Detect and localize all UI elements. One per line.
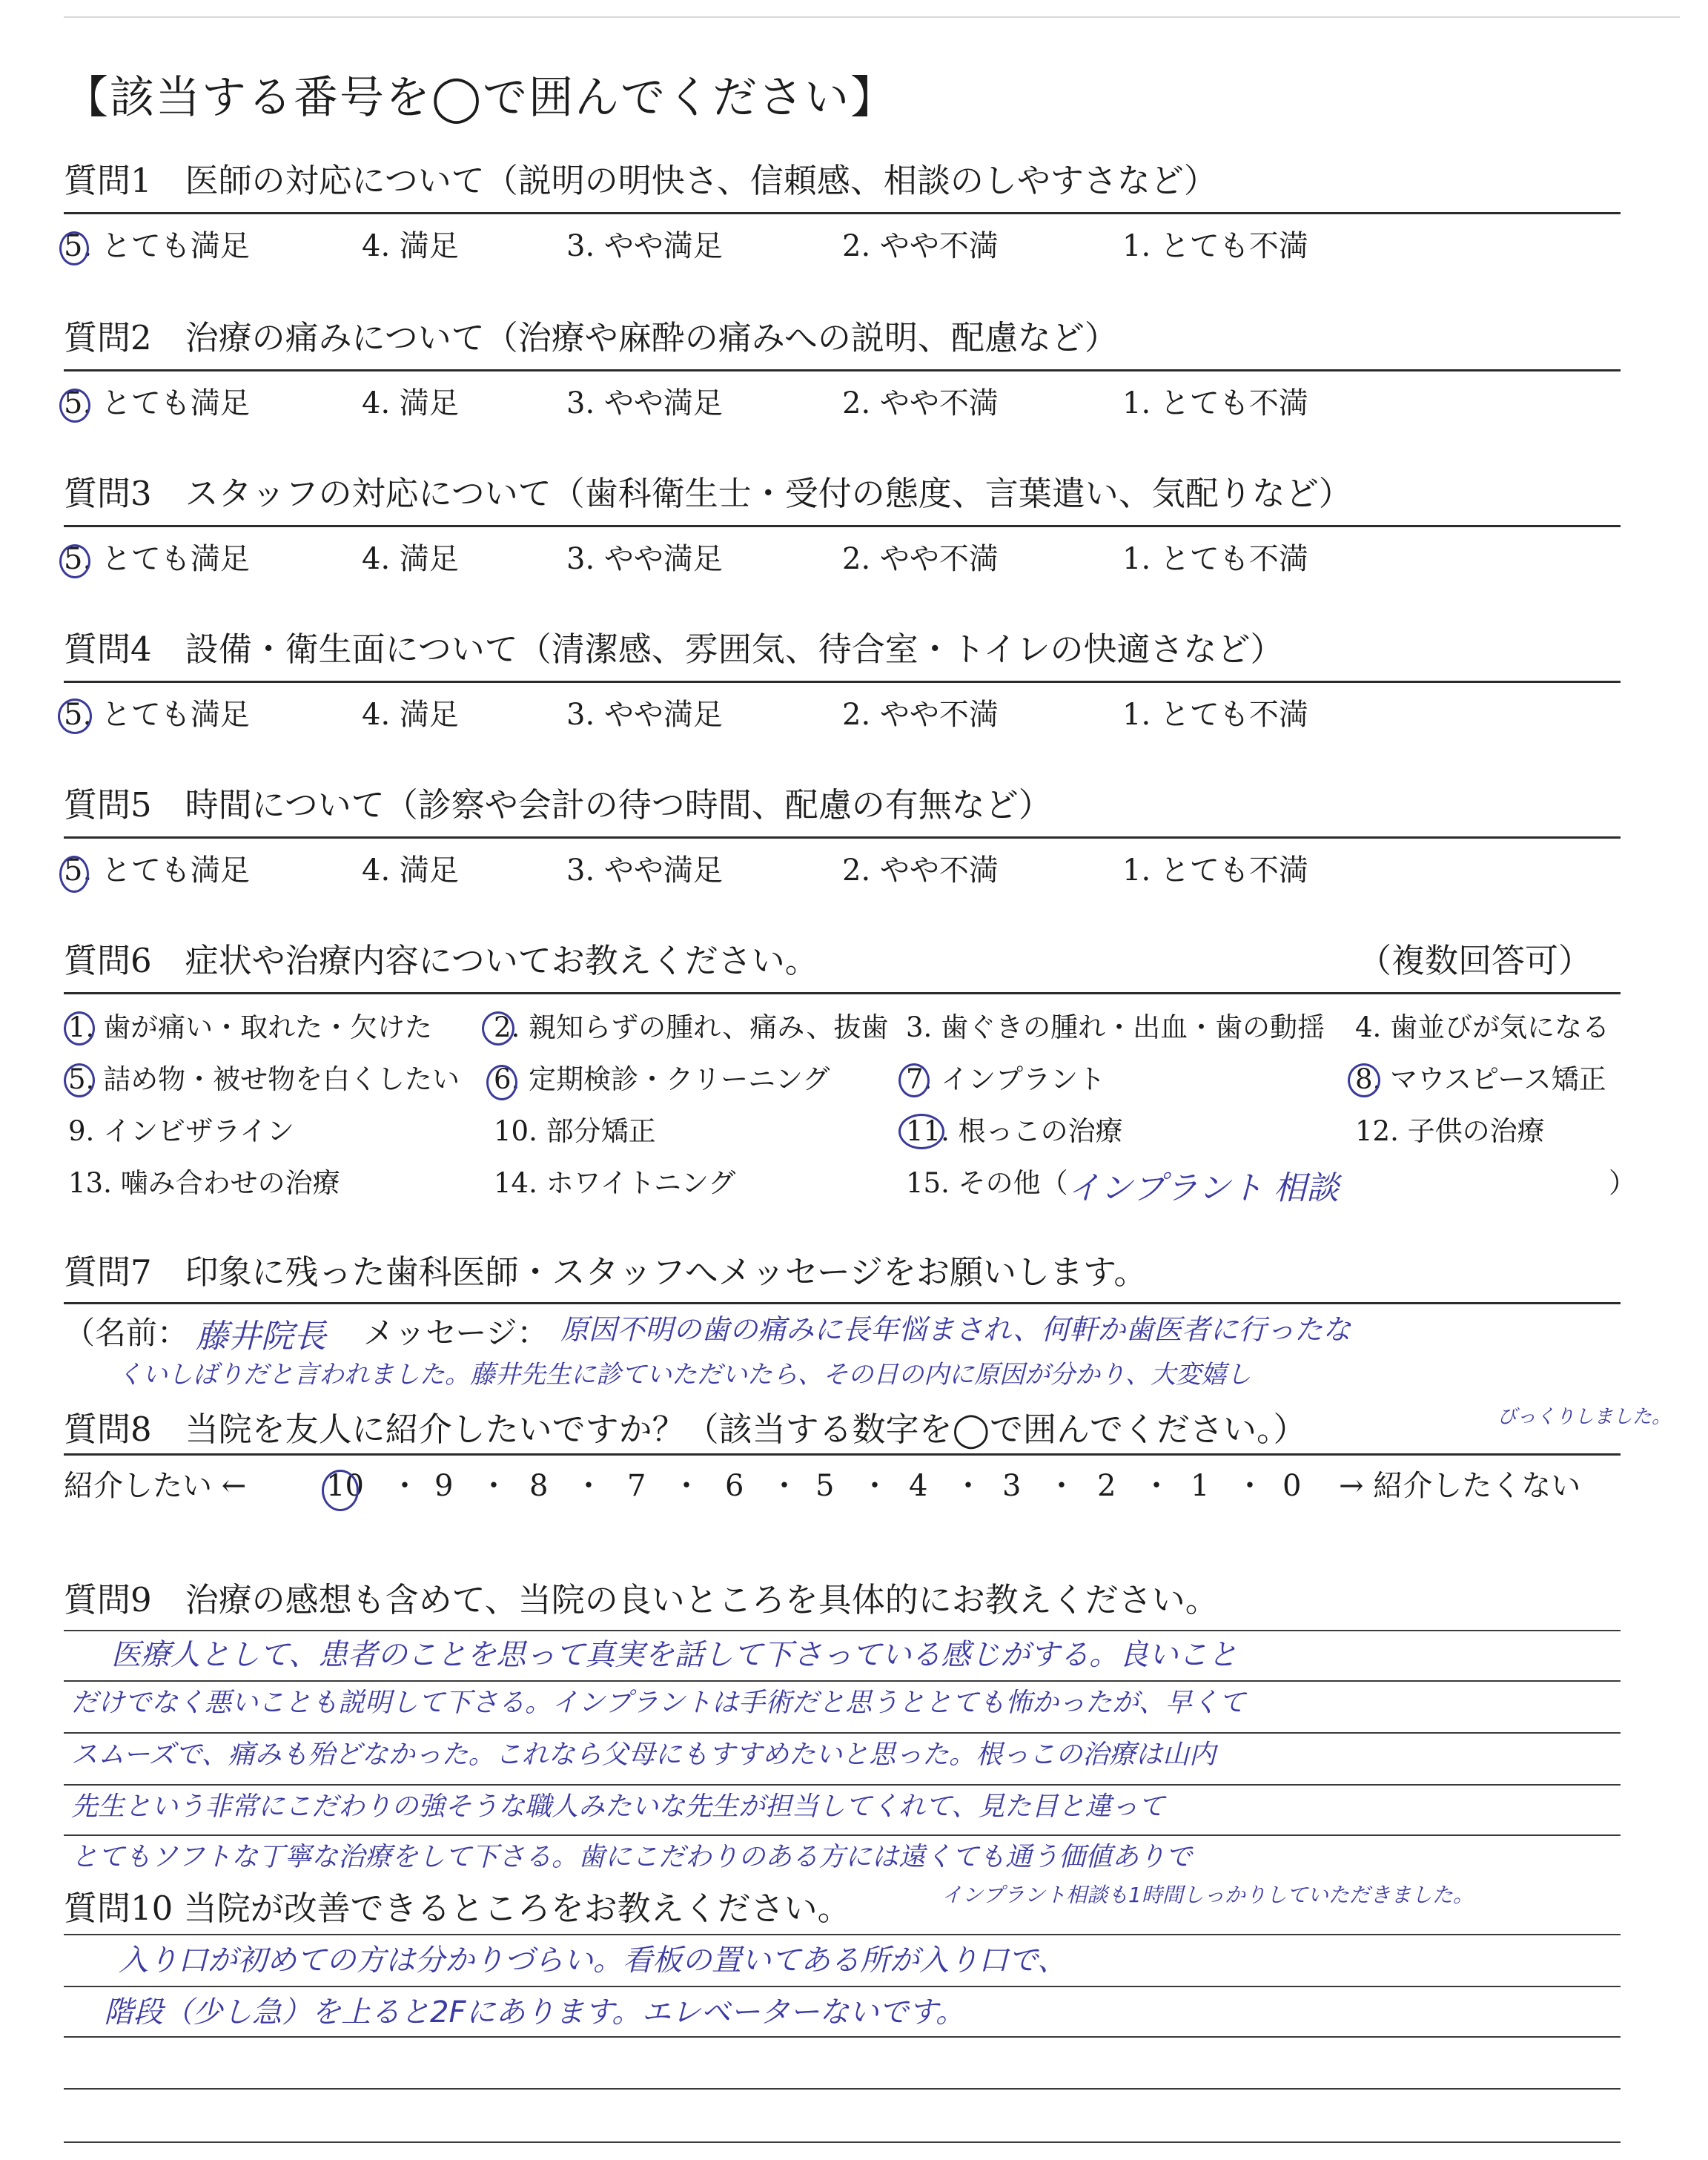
q6-selected-circle-7 bbox=[898, 1063, 930, 1097]
question-1-title: 質問1 医師の対応について（説明の明快さ、信頼感、相談のしやすさなど） bbox=[64, 161, 1217, 200]
q8-dot: ・ bbox=[953, 1469, 983, 1503]
q10-answer-line-1: 入り口が初めての方は分かりづらい。看板の置いてある所が入り口で、 bbox=[119, 1943, 1068, 1978]
q9-answer-line-5: とてもソフトな丁寧な治療をして下さる。歯にこだわりのある方には遠くても通う価値ありで bbox=[71, 1842, 1193, 1872]
q8-dot: ・ bbox=[769, 1469, 799, 1503]
q6-option-8[interactable]: 8. マウスピース矯正 bbox=[1355, 1063, 1606, 1095]
q9-answer-line-3: スムーズで、痛みも殆どなかった。これなら父母にもすすめたいと思った。根っこの治療は山内 bbox=[71, 1740, 1217, 1770]
q7-name-label: （名前： bbox=[64, 1315, 189, 1351]
q1-option-4[interactable]: 4. 満足 bbox=[362, 229, 459, 263]
question-4-title: 質問4 設備・衛生面について（清潔感、雰囲気、待合室・トイレの快適さなど） bbox=[64, 630, 1284, 669]
q8-number-10[interactable]: 10 bbox=[326, 1469, 364, 1503]
q10-line-3 bbox=[64, 2036, 1621, 2038]
q8-dot: ・ bbox=[390, 1469, 420, 1503]
q6-selected-circle-1 bbox=[64, 1011, 95, 1046]
question-2-rule bbox=[64, 369, 1621, 371]
q10-answer-line-2: 階段（少し急）を上ると2Fにあります。エレベーターないです。 bbox=[104, 1995, 966, 2029]
q5-option-1[interactable]: 1. とても不満 bbox=[1122, 853, 1308, 888]
question-3-rule bbox=[64, 525, 1621, 527]
q9-answer-line-4: 先生という非常にこだわりの強そうな職人みたいな先生が担当してくれて、見た目と違って bbox=[71, 1791, 1165, 1822]
q10-line-1 bbox=[64, 1934, 1621, 1935]
question-8 bbox=[64, 1407, 1621, 1452]
q7-message-line-3: びっくりしました。 bbox=[1497, 1406, 1672, 1428]
q2-selected-circle bbox=[59, 389, 90, 423]
question-7-title: 質問7 印象に残った歯科医師・スタッフへメッセージをお願いします。 bbox=[64, 1252, 1148, 1292]
q10-line-4 bbox=[64, 2088, 1621, 2090]
q8-number-8[interactable]: 8 bbox=[529, 1469, 549, 1503]
q9-answer-line-1: 医療人として、患者のことを思って真実を話して下さっている感じがする。良いこと bbox=[111, 1638, 1238, 1672]
question-8-title: 質問8 当院を友人に紹介したいですか？（該当する数字を◯で囲んでください。） bbox=[64, 1410, 1307, 1449]
q4-option-1[interactable]: 1. とても不満 bbox=[1122, 698, 1308, 732]
q6-option-13[interactable]: 13. 噛み合わせの治療 bbox=[68, 1167, 340, 1199]
q6-option-3[interactable]: 3. 歯ぐきの腫れ・出血・歯の動揺 bbox=[906, 1011, 1325, 1043]
question-6-title: 質問6 症状や治療内容についてお教えください。 bbox=[64, 941, 818, 980]
q4-option-5[interactable]: 5. とても満足 bbox=[64, 698, 250, 732]
q6-option-12[interactable]: 12. 子供の治療 bbox=[1355, 1115, 1545, 1147]
q6-selected-circle-2 bbox=[482, 1011, 514, 1046]
q7-message-line-2: くいしばりだと言われました。藤井先生に診ていただいたら、その日の内に原因が分かり、大変嬉し bbox=[117, 1360, 1251, 1390]
question-10 bbox=[64, 1886, 1621, 1931]
q8-right-label: → 紹介したくない bbox=[1339, 1469, 1581, 1503]
question-8-rule bbox=[64, 1453, 1621, 1456]
q2-option-2[interactable]: 2. やや不満 bbox=[842, 386, 999, 420]
question-1 bbox=[64, 159, 1621, 203]
q8-number-1[interactable]: 1 bbox=[1191, 1469, 1210, 1503]
q5-selected-circle bbox=[59, 856, 89, 893]
q5-option-5[interactable]: 5. とても満足 bbox=[64, 853, 250, 888]
q7-message-line-1: 原因不明の歯の痛みに長年悩まされ、何軒か歯医者に行ったな bbox=[560, 1313, 1351, 1346]
q3-option-5[interactable]: 5. とても満足 bbox=[64, 542, 250, 576]
q6-option-2[interactable]: 2. 親知らずの腫れ、痛み、抜歯 bbox=[494, 1011, 889, 1043]
q8-number-0[interactable]: 0 bbox=[1282, 1469, 1302, 1503]
q10-line-2 bbox=[64, 1986, 1621, 1987]
q6-option-4[interactable]: 4. 歯並びが気になる bbox=[1355, 1011, 1610, 1043]
q8-dot: ・ bbox=[672, 1469, 701, 1503]
q6-option-7[interactable]: 7. インプラント bbox=[906, 1063, 1106, 1095]
q2-option-3[interactable]: 3. やや満足 bbox=[566, 386, 723, 420]
q6-option-11[interactable]: 11. 根っこの治療 bbox=[906, 1115, 1123, 1147]
q8-number-9[interactable]: 9 bbox=[434, 1469, 454, 1503]
question-4 bbox=[64, 627, 1621, 672]
q8-number-6[interactable]: 6 bbox=[725, 1469, 744, 1503]
question-7 bbox=[64, 1250, 1621, 1295]
q6-option-1[interactable]: 1. 歯が痛い・取れた・欠けた bbox=[68, 1011, 433, 1043]
q6-option-15[interactable]: 15. その他（ bbox=[906, 1167, 1068, 1199]
q6-selected-circle-6 bbox=[486, 1065, 517, 1100]
q3-option-4[interactable]: 4. 満足 bbox=[362, 542, 459, 576]
q6-option-14[interactable]: 14. ホワイトニング bbox=[494, 1167, 736, 1199]
q8-number-4[interactable]: 4 bbox=[909, 1469, 928, 1503]
q3-option-3[interactable]: 3. やや満足 bbox=[566, 542, 723, 576]
q6-option-5[interactable]: 5. 詰め物・被せ物を白くしたい bbox=[68, 1063, 460, 1095]
q1-option-2[interactable]: 2. やや不満 bbox=[842, 229, 999, 263]
q3-option-1[interactable]: 1. とても不満 bbox=[1122, 542, 1308, 576]
q1-selected-circle bbox=[59, 231, 89, 265]
question-2-title: 質問2 治療の痛みについて（治療や麻酔の痛みへの説明、配慮など） bbox=[64, 318, 1118, 357]
question-4-rule bbox=[64, 681, 1621, 683]
q8-dot: ・ bbox=[1142, 1469, 1171, 1503]
q10-line-5 bbox=[64, 2141, 1621, 2143]
top-border bbox=[64, 16, 1680, 18]
q4-selected-circle bbox=[58, 698, 92, 734]
q2-option-1[interactable]: 1. とても不満 bbox=[1122, 386, 1308, 420]
q7-message-label: メッセージ： bbox=[363, 1315, 549, 1351]
question-9 bbox=[64, 1578, 1621, 1622]
q1-option-3[interactable]: 3. やや満足 bbox=[566, 229, 723, 263]
q8-dot: ・ bbox=[479, 1469, 509, 1503]
question-9-title: 質問9 治療の感想も含めて、当院の良いところを具体的にお教えください。 bbox=[64, 1580, 1219, 1619]
question-1-rule bbox=[64, 212, 1621, 214]
q2-option-5[interactable]: 5. とても満足 bbox=[64, 386, 250, 420]
question-5-rule bbox=[64, 836, 1621, 839]
q5-option-3[interactable]: 3. やや満足 bbox=[566, 853, 723, 888]
q4-option-4[interactable]: 4. 満足 bbox=[362, 698, 459, 732]
q6-selected-circle-8 bbox=[1348, 1063, 1380, 1097]
q8-selected-circle bbox=[322, 1470, 359, 1511]
q3-option-2[interactable]: 2. やや不満 bbox=[842, 542, 999, 576]
q8-dot: ・ bbox=[1047, 1469, 1076, 1503]
q8-number-5[interactable]: 5 bbox=[815, 1469, 835, 1503]
q6-option-10[interactable]: 10. 部分矯正 bbox=[494, 1115, 656, 1147]
q8-dot: ・ bbox=[860, 1469, 890, 1503]
question-5-title: 質問5 時間について（診察や会計の待つ時間、配慮の有無など） bbox=[64, 785, 1052, 825]
q7-name-value: 藤井院長 bbox=[196, 1318, 326, 1355]
question-5 bbox=[64, 783, 1621, 828]
q8-number-2[interactable]: 2 bbox=[1097, 1469, 1116, 1503]
instruction-header: 【該当する番号を◯で囲んでください】 bbox=[64, 72, 897, 124]
q6-option-6[interactable]: 6. 定期検診・クリーニング bbox=[494, 1063, 830, 1095]
q5-option-2[interactable]: 2. やや不満 bbox=[842, 853, 999, 888]
q8-dot: ・ bbox=[574, 1469, 603, 1503]
q1-option-1[interactable]: 1. とても不満 bbox=[1122, 229, 1308, 263]
q6-selected-circle-11 bbox=[898, 1114, 944, 1149]
question-6-rule bbox=[64, 992, 1621, 994]
question-6-note: （複数回答可） bbox=[1358, 941, 1592, 980]
q5-option-4[interactable]: 4. 満足 bbox=[362, 853, 459, 888]
q6-option-9[interactable]: 9. インビザライン bbox=[68, 1115, 294, 1147]
question-3 bbox=[64, 472, 1621, 516]
q9-answer-line-6: インプラント相談も1時間しっかりしていただきました。 bbox=[941, 1883, 1474, 1907]
q8-dot: ・ bbox=[1235, 1469, 1265, 1503]
q9-answer-line-2: だけでなく悪いことも説明して下さる。インプラントは手術だと思うととても怖かったが、早くて bbox=[71, 1688, 1246, 1718]
q6-other-answer: インプラント 相談 bbox=[1068, 1169, 1339, 1207]
q2-option-4[interactable]: 4. 満足 bbox=[362, 386, 459, 420]
q4-option-2[interactable]: 2. やや不満 bbox=[842, 698, 999, 732]
q8-number-3[interactable]: 3 bbox=[1002, 1469, 1022, 1503]
q8-left-label: 紹介したい ← bbox=[64, 1469, 247, 1503]
q3-selected-circle bbox=[59, 544, 90, 578]
question-3-title: 質問3 スタッフの対応について（歯科衛生士・受付の態度、言葉遣い、気配りなど） bbox=[64, 474, 1352, 513]
question-10-title: 質問10 当院が改善できるところをお教えください。 bbox=[64, 1889, 851, 1928]
q6-selected-circle-5 bbox=[64, 1063, 95, 1097]
q4-option-3[interactable]: 3. やや満足 bbox=[566, 698, 723, 732]
q1-option-5[interactable]: 5. とても満足 bbox=[64, 229, 250, 263]
question-7-rule bbox=[64, 1302, 1621, 1304]
q6-other-close: ） bbox=[1609, 1167, 1636, 1199]
q8-number-7[interactable]: 7 bbox=[627, 1469, 646, 1503]
question-2 bbox=[64, 316, 1621, 360]
